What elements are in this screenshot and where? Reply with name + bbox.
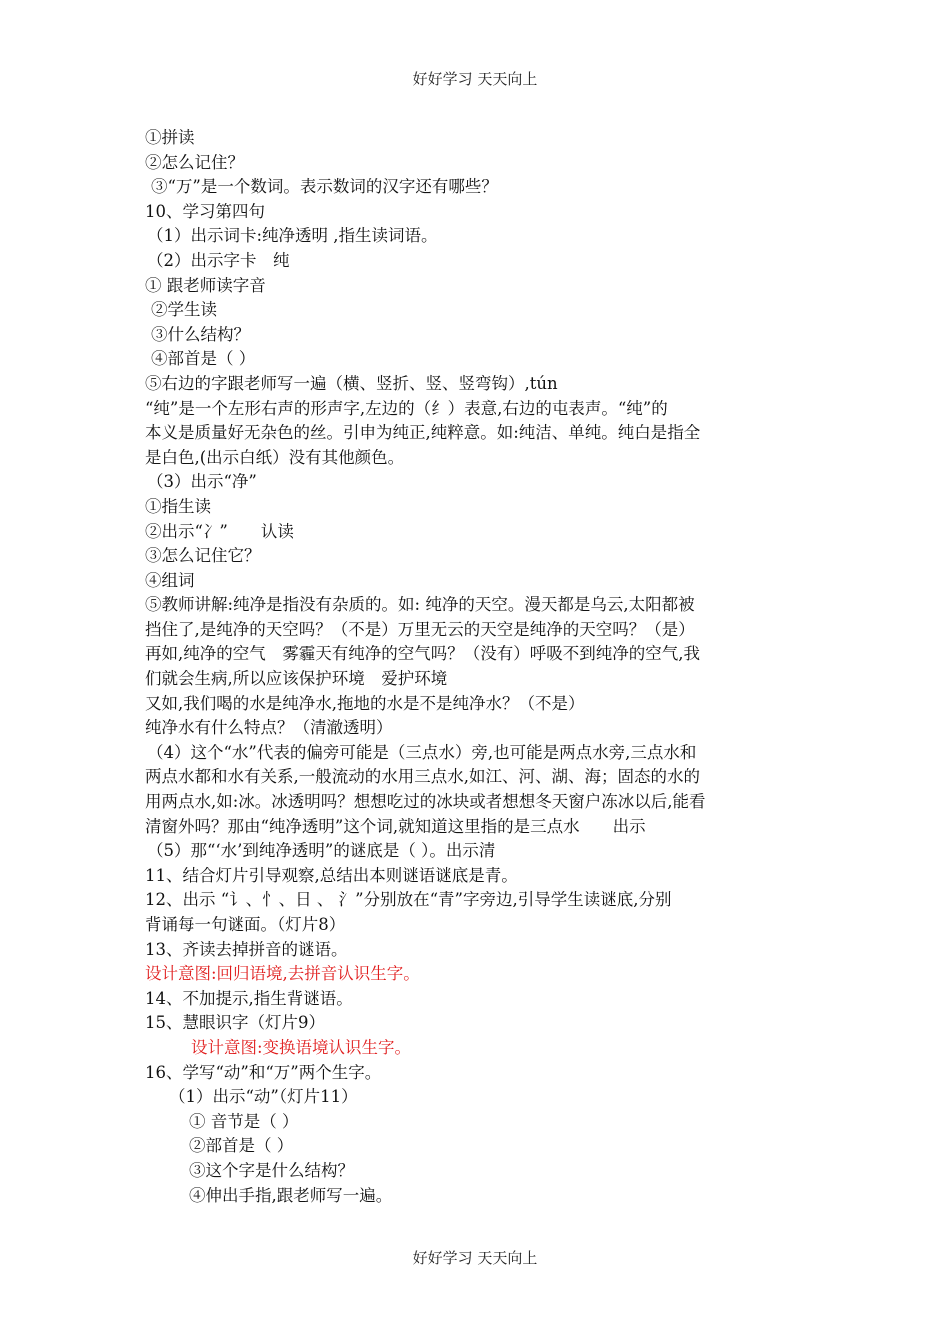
text-line: 设计意图:回归语境,去拼音认识生字。 (145, 964, 420, 984)
text-line: 用两点水,如:冰。冰透明吗？想想吃过的冰块或者想想冬天窗户冻冰以后,能看 (145, 792, 706, 812)
text-line: 16、学写“动”和“万”两个生字。 (145, 1062, 382, 1082)
page-footer: 好好学习 天天向上 (412, 1249, 538, 1267)
text-line: 两点水都和水有关系,一般流动的水用三点水,如江、河、湖、海；固态的水的 (145, 767, 700, 787)
text-line: 设计意图:变换语境认识生字。 (191, 1037, 412, 1057)
text-line: 10、学习第四句 (145, 201, 265, 221)
text-line: 背诵每一句谜面。（灯片8） (145, 915, 346, 934)
text-line: ①拼读 (145, 128, 195, 147)
text-line: ⑤教师讲解:纯净是指没有杂质的。如: 纯净的天空。漫天都是乌云,太阳都被 (145, 595, 695, 615)
text-line: 纯净水有什么特点？（清澈透明） (145, 718, 393, 738)
text-line: 又如,我们喝的水是纯净水,拖地的水是不是纯净水？（不是） (145, 693, 585, 713)
text-line: 本义是质量好无杂色的丝。引申为纯正,纯粹意。如:纯洁、单纯。纯白是指全 (145, 423, 701, 443)
text-line: ②部首是（ ） (189, 1136, 294, 1156)
text-line: ⑤右边的字跟老师写一遍（横、竖折、竖、竖弯钩）,tún (145, 373, 558, 393)
text-line: （4）这个“水”代表的偏旁可能是（三点水）旁,也可能是两点水旁,三点水和 (147, 742, 697, 762)
text-line: 13、齐读去掉拼音的谜语。 (145, 939, 348, 959)
text-line: ③什么结构？ (151, 324, 250, 344)
text-line: ①指生读 (145, 496, 211, 516)
text-line: （2）出示字卡 纯 (147, 250, 290, 270)
text-line: 清窗外吗？那由“纯净透明”这个词,就知道这里指的是三点水 出示 (145, 816, 646, 836)
text-line: 11、结合灯片引导观察,总结出本则谜语谜底是青。 (145, 865, 518, 885)
text-line: 再如,纯净的空气 雾霾天有纯净的空气吗？（没有）呼吸不到纯净的空气,我 (145, 644, 700, 664)
text-line: ③这个字是什么结构？ (189, 1160, 354, 1180)
text-line: （1）出示“动”（灯片11） (169, 1087, 358, 1107)
text-line: （3）出示“净” (147, 472, 257, 492)
page-header: 好好学习 天天向上 (412, 70, 538, 88)
text-line: 14、不加提示,指生背谜语。 (145, 988, 353, 1008)
text-line: （5）那“‘水’到纯净透明”的谜底是（ ）。出示清 (147, 841, 496, 861)
text-line: ③怎么记住它？ (145, 546, 261, 566)
text-line: 挡住了,是纯净的天空吗？（不是）万里无云的天空是纯净的天空吗？（是） (145, 619, 695, 639)
text-line: ②学生读 (151, 300, 217, 320)
text-line: 们就会生病,所以应该保护环境 爱护环境 (145, 669, 448, 689)
text-line: ④部首是（ ） (151, 349, 256, 369)
text-line: ③“万”是一个数词。表示数词的汉字还有哪些？ (151, 177, 498, 197)
text-line: ②出示“冫” 认读 (145, 521, 294, 541)
text-line: ① 音节是（ ） (189, 1111, 299, 1131)
text-line: （1）出示词卡:纯净透明 ,指生读词语。 (147, 226, 438, 246)
text-line: ① 跟老师读字音 (145, 275, 266, 295)
text-line: ②怎么记住？ (145, 152, 244, 172)
text-line: ④伸出手指,跟老师写一遍。 (189, 1185, 393, 1205)
text-line: ④组词 (145, 570, 195, 590)
text-line: 15、慧眼识字（灯片9） (145, 1013, 325, 1033)
text-line: 是白色,(出示白纸）没有其他颜色。 (145, 447, 405, 467)
text-line: “纯”是一个左形右声的形声字,左边的（纟）表意,右边的屯表声。“纯”的 (145, 398, 668, 418)
document-body (145, 126, 805, 1208)
text-line: 12、出示 “讠、忄、日 、 氵”分别放在“青”字旁边,引导学生读谜底,分别 (145, 890, 672, 910)
